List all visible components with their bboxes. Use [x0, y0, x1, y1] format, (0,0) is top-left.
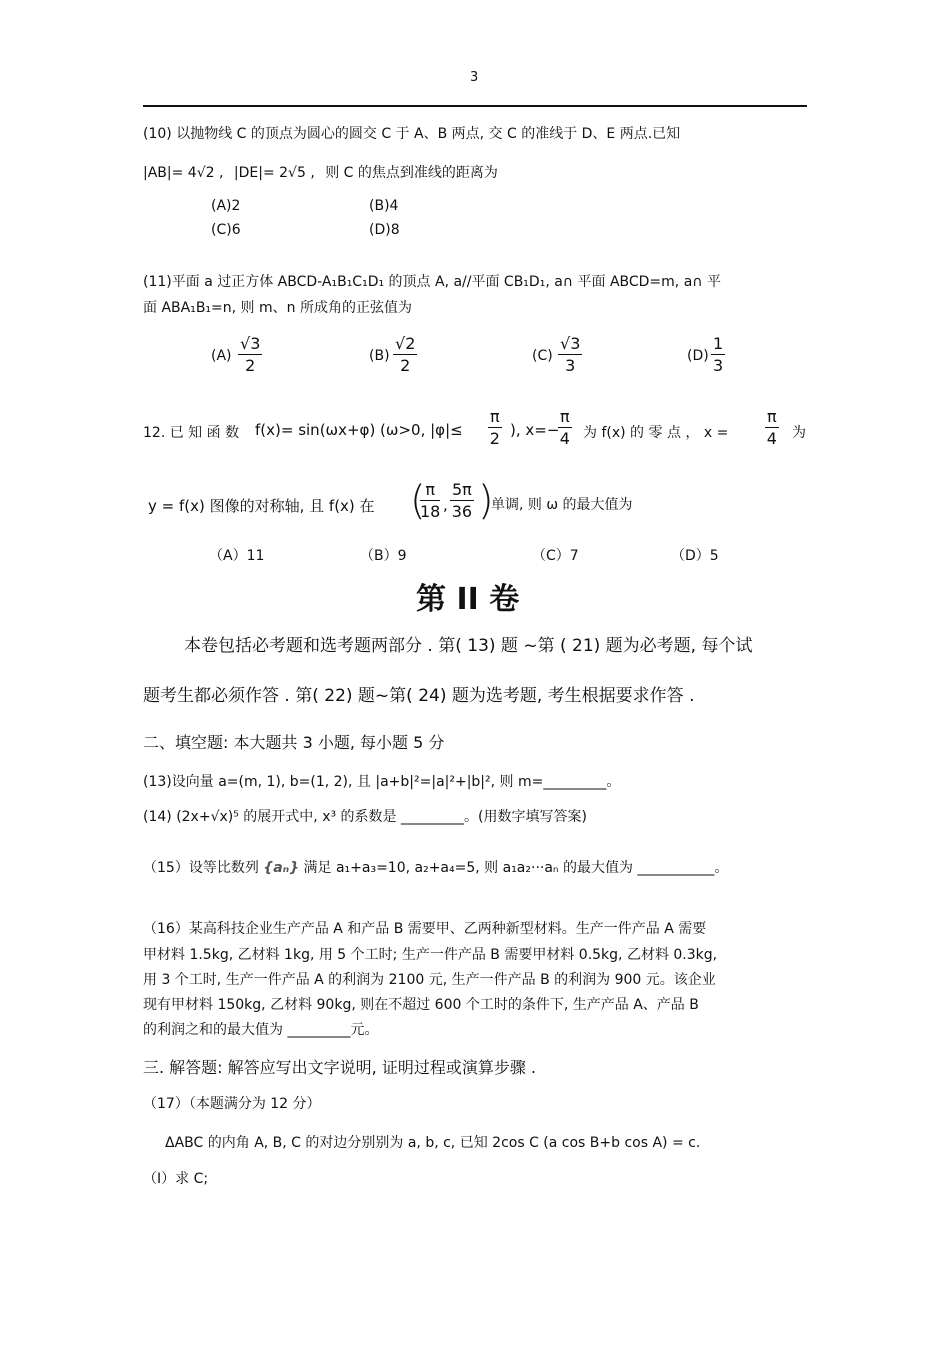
q12-left-paren: (	[410, 478, 426, 524]
section2-heading: 二、填空题: 本大题共 3 小题, 每小题 5 分	[143, 733, 445, 752]
q12-option-c: （C）7	[532, 548, 579, 564]
q12-line2-a: y = f(x) 图像的对称轴, 且 f(x) 在	[148, 497, 375, 515]
q17-part1: （I）求 C;	[143, 1171, 209, 1187]
q17-body: ΔABC 的内角 A, B, C 的对边分别别为 a, b, c, 已知 2cos C (a cos B+b cos A) = c.	[165, 1135, 701, 1151]
q12-comma: ,	[443, 496, 448, 514]
q11-line1: (11)平面 a 过正方体 ABCD-A₁B₁C₁D₁ 的顶点 A, a//平面 CB₁D₁, a∩ 平面 ABCD=m, a∩ 平	[143, 274, 721, 290]
q12-intro: 12. 已 知 函 数	[143, 425, 240, 441]
q11-option-d-label: (D)	[687, 348, 709, 364]
q12-option-a: （A）11	[209, 548, 265, 564]
q11-option-b-label: (B)	[369, 348, 390, 364]
part2-intro-1: 本卷包括必考题和选考题两部分 . 第( 13) 题 ~第 ( 21) 题为必考题, 每个试	[184, 636, 753, 656]
part2-intro-2: 题考生都必须作答 . 第( 22) 题~第( 24) 题为选考题, 考生根据要求作答 .	[143, 686, 695, 706]
q11-option-b-fraction: $\frac{√2}{2}$	[395, 334, 416, 375]
q10-option-b: (B)4	[369, 198, 399, 214]
q10-line1: (10) 以抛物线 C 的顶点为圆心的圆交 C 于 A、B 两点, 交 C 的准线于 D、E 两点.已知	[143, 126, 681, 142]
q12-function: f(x)= sin(ωx+φ) (ω>0, |φ|≤	[255, 421, 463, 439]
q10-option-c: (C)6	[211, 222, 241, 238]
q12-right-paren: )	[478, 478, 494, 524]
q13: (13)设向量 a=(m, 1), b=(1, 2), 且 |a+b|²=|a|²+|b|², 则 m=_________。	[143, 774, 621, 790]
q12-frac-pi-4b: $\frac{\pi}{4}$	[766, 407, 777, 448]
section3-heading: 三. 解答题: 解答应写出文字说明, 证明过程或演算步骤 .	[143, 1058, 536, 1077]
q15-sequence-symbol: {aₙ}	[263, 860, 300, 876]
q15: （15）设等比数列 {aₙ} 满足 a₁+a₃=10, a₂+a₄=5, 则 a₁a₂···aₙ 的最大值为 ___________。	[143, 860, 729, 876]
q12-frac-pi-2: $\frac{\pi}{2}$	[489, 407, 500, 448]
q10-de: |DE|= 2√5 ,	[233, 165, 315, 181]
q12-wei: 为	[792, 425, 806, 441]
q10-option-a: (A)2	[211, 198, 241, 214]
q10-line2	[143, 162, 498, 182]
q12-frac-pi-4a: $\frac{\pi}{4}$	[559, 407, 570, 448]
q12-frac-pi-18: $\frac{\pi}{18}$	[420, 480, 441, 521]
q11-option-a-fraction: $\frac{√3}{2}$	[240, 334, 261, 375]
q11-option-c-label: (C)	[532, 348, 553, 364]
q17-heading: （17）（本题满分为 12 分）	[143, 1096, 321, 1112]
q16-line-5: 的利润之和的最大值为 _________元。	[143, 1022, 379, 1038]
q10-option-d: (D)8	[369, 222, 400, 238]
part2-title: 第 II 卷	[416, 582, 520, 617]
q11-line2: 面 ABA₁B₁=n, 则 m、n 所成角的正弦值为	[143, 300, 412, 316]
q11-option-d-fraction: $\frac{1}{3}$	[713, 334, 724, 375]
page-number: 3	[470, 70, 479, 85]
q16-line-1: （16）某高科技企业生产产品 A 和产品 B 需要甲、乙两种新型材料。生产一件产品 A 需要	[143, 921, 707, 937]
q16-line-3: 用 3 个工时, 生产一件产品 A 的利润为 2100 元, 生产一件产品 B 的利润为 900 元。该企业	[143, 972, 716, 988]
q16-line-2: 甲材料 1.5kg, 乙材料 1kg, 用 5 个工时; 生产一件产品 B 需要甲材料 0.5kg, 乙材料 0.3kg,	[143, 947, 718, 963]
q12-frac-5pi-36: $\frac{5\pi}{36}$	[451, 480, 473, 521]
q11-option-a-label: (A)	[211, 348, 232, 364]
header-rule	[143, 105, 807, 107]
q12-option-d: （D）5	[671, 548, 719, 564]
q10-tail: 则 C 的焦点到准线的距离为	[325, 165, 498, 181]
q12-option-b: （B）9	[360, 548, 407, 564]
q11-option-c-fraction: $\frac{√3}{3}$	[560, 334, 581, 375]
q16-line-4: 现有甲材料 150kg, 乙材料 90kg, 则在不超过 600 个工时的条件下, 生产产品 A、产品 B	[143, 997, 699, 1013]
q12-line2-b: 单调, 则 ω 的最大值为	[491, 497, 633, 513]
q10-ab: |AB|= 4√2 ,	[143, 165, 224, 181]
q12-zero-text: 为 f(x) 的 零 点 ， x =	[583, 425, 729, 441]
q12-zero-x: ), x=−	[510, 421, 560, 439]
q14: (14) (2x+√x)⁵ 的展开式中, x³ 的系数是 _________。(用数字填写答案)	[143, 809, 587, 825]
